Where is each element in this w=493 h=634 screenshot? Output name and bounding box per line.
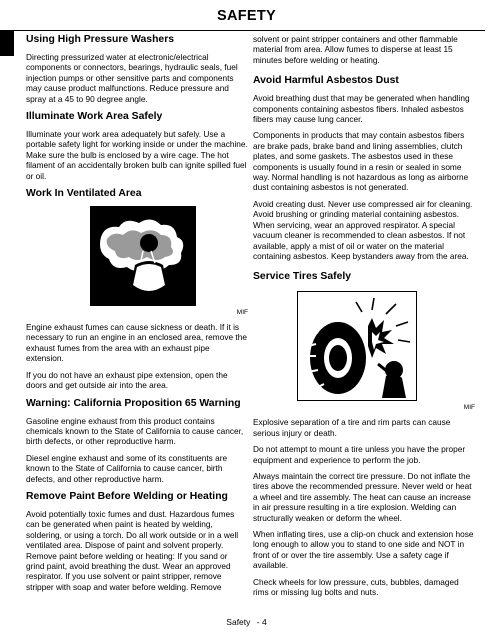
section-heading: Remove Paint Before Welding or Heating — [26, 490, 228, 502]
paragraph: Engine exhaust fumes can cause sickness or death. If it is necessary to run an engine in an enclosed area, remove the exhaust fumes from the area with an exhaust pipe extension. — [26, 322, 247, 364]
page-title: SAFETY — [217, 8, 276, 24]
footer-section-name: Safety — [226, 617, 251, 627]
section-heading: Service Tires Safely — [253, 271, 352, 283]
section-remove-paint — [26, 491, 248, 592]
paragraph: Illuminate your work area adequately but safely. Use a portable safety light for working inside or under the machine. Make sure the bulb is enclosed by a wire cage. The hot filament of an accidentally broken bulb can ignite spilled fuel or oil. — [26, 129, 248, 181]
tire-explosion-illustration — [297, 291, 417, 401]
footer-page-number: - 4 — [256, 617, 267, 627]
paragraph: Diesel engine exhaust and some of its constituents are known to the State of California to cause cancer, birth defects, and other reproductive harm. — [26, 452, 228, 484]
header-rule — [8, 30, 485, 31]
section-heading: Work In Ventilated Area — [26, 188, 142, 200]
right-column — [253, 34, 475, 604]
paragraph: Gasoline engine exhaust from this product contains chemicals known to the State of California to cause cancer, birth defects, or other reproductive harm. — [26, 415, 244, 447]
section-tab-marker — [0, 30, 14, 56]
section-heading: Warning: California Proposition 65 Warning — [26, 397, 241, 409]
paragraph: Avoid potentially toxic fumes and dust. Hazardous fumes can be generated when paint is heated by welding, soldering, or using a torch. Do all work outside or in a well ventilated area. Dispose of paint and solvent properly. Remove paint before welding or heating: If you sand or grind paint, avoid breathing the dust. Wear an approved respirator. If you use solvent or paint stripper, remove stripper with soap and water before welding. Remove — [26, 508, 239, 592]
paragraph: Avoid creating dust. Never use compressed air for cleaning. Avoid brushing or grinding material containing asbestos. When servicing, wear an approved respirator. A special vacuum cleaner is recommended to clean asbestos. If not available, apply a mist of oil or water on the material containing asbestos. Keep bystanders away from the area. — [253, 198, 473, 261]
paragraph: Components in products that may contain asbestos fibers are brake pads, brake band and lining assemblies, clutch plates, and some gaskets. The asbestos used in these components is usually found in a resin or sealed in some way. Normal handling is not hazardous as long as airborne dust containing asbestos is not generated. — [253, 130, 469, 193]
tire-explosion-icon — [298, 292, 416, 400]
figure-label: MIF — [236, 309, 248, 317]
paragraph: If you do not have an exhaust pipe extension, open the doors and get outside air into the area. — [26, 369, 228, 391]
paragraph: Directing pressurized water at electronic/electrical components or connectors, bearings, hydraulic seals, fuel injection pumps or other sensitive parts and components may cause product malfunctions. Reduce pressure and spray at a 45 to 90 degree angle. — [26, 52, 238, 104]
exhaust-fumes-illustration — [90, 206, 196, 306]
page-footer — [0, 617, 493, 627]
section-high-pressure-washers — [26, 34, 248, 104]
section-prop65-warning — [26, 398, 248, 484]
paragraph: Check wheels for low pressure, cuts, bubbles, damaged rims or missing lug bolts and nuts. — [253, 576, 459, 597]
paragraph: When inflating tires, use a clip-on chuck and extension hose long enough to allow you to stand to one side and NOT in front of or over the tire assembly. Use a safety cage if available. — [253, 528, 474, 571]
section-illuminate-work-area — [26, 111, 248, 181]
section-service-tires — [253, 271, 475, 597]
figure-label: MIF — [463, 404, 475, 412]
left-column — [26, 34, 248, 599]
section-heading: Illuminate Work Area Safely — [26, 111, 163, 123]
section-ventilated-area — [26, 188, 248, 390]
section-heading: Avoid Harmful Asbestos Dust — [253, 75, 399, 87]
paragraph: Always maintain the correct tire pressure. Do not inflate the tires above the recommended pressure. Never weld or heat a wheel and tire assembly. The heat can cause an increase in air pressure resulting in a tire explosion. Welding can structurally weaken or deform the wheel. — [253, 470, 472, 523]
paragraph: Explosive separation of a tire and rim parts can cause serious injury or death. — [253, 417, 451, 438]
paragraph-continued: solvent or paint stripper containers and other flammable material from area. Allow fumes to disperse at least 15 minutes before welding or heating. — [253, 34, 458, 65]
paragraph: Avoid breathing dust that may be generated when handling components containing asbestos fibers. Inhaled asbestos fibers may cause lung cancer. — [253, 93, 470, 125]
section-heading: Using High Pressure Washers — [26, 34, 175, 45]
exhaust-fumes-icon — [91, 207, 195, 305]
paragraph: Do not attempt to mount a tire unless you have the proper equipment and experience to perform the job. — [253, 444, 466, 465]
section-asbestos-dust — [253, 75, 475, 261]
